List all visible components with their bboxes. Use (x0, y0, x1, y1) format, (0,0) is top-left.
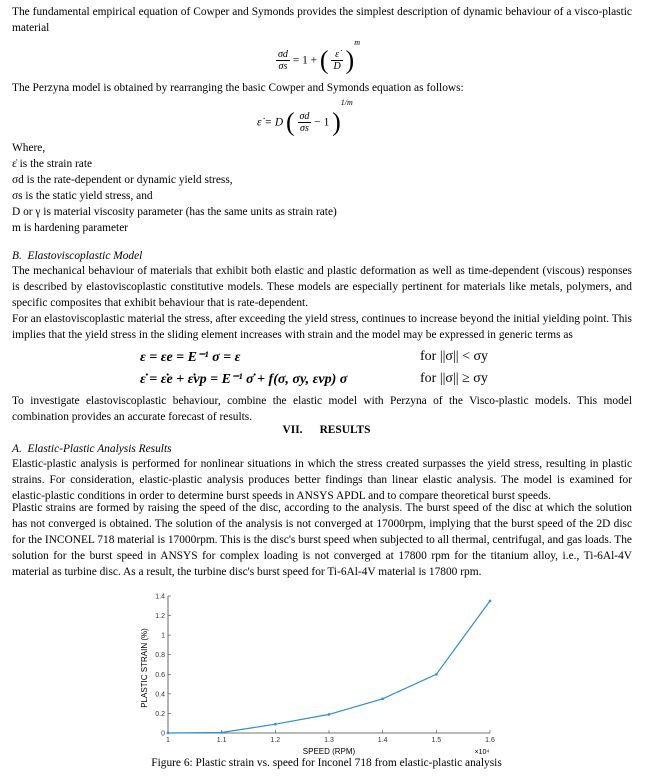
chart-y-axis-label: PLASTIC STRAIN (%) (140, 628, 149, 708)
eq3-condition2: for ||σ|| ≥ σy (420, 371, 488, 386)
eq2-denominator: σs (300, 122, 309, 134)
section-b-paragraph-2: For an elastoviscoplastic material the stress, after exceeding the yield stress, continues to increase beyond the initial yielding point. This implies that the yield stress in the sliding element increases with strain and the model may be expressed in generic terms as (12, 313, 632, 341)
chart-y-tick-label: 0.2 (155, 710, 165, 718)
eq1-denominator: σs (278, 60, 288, 72)
perzyna-equation (257, 98, 353, 137)
eq1-rate-den: D (333, 60, 341, 72)
eq1-rate-ratio (331, 49, 342, 72)
chart-data-point (489, 600, 492, 603)
chart-x-tick-label: 1.2 (270, 737, 281, 744)
chart-x-tick-label: 1.5 (431, 737, 442, 744)
chart-data-point (274, 723, 277, 726)
chart-y-tick-label: 0 (161, 730, 165, 738)
chart-x-axis-label: SPEED (RPM) (302, 747, 356, 756)
section-b-paragraph-1: The mechanical behaviour of materials that exhibit both elastic and plastic deformation as well as time-dependent (viscous) responses is described by elastoviscoplastic constitutive models. These models are especially pertinent for materials like metals, polymers, and specific composites that exhibit behaviour that is rate-dependent. (12, 265, 632, 309)
chart-y-tick-label: 0.6 (155, 671, 165, 679)
section-b-paragraph-3: To investigate elastoviscoplastic behaviour, combine the elastic model with Perzyna of the Visco-plastic models. This model combination provides an accurate forecast of results. (12, 395, 632, 423)
eq2-exponent: 1/m (340, 98, 353, 107)
section-a-paragraph-1: Elastic-plastic analysis is performed for nonlinear situations in which the stress created surpasses the yield stress, resulting in plastic strains. For consideration, elastic-plastic analysis produces better findings than linear elastic analysis. The model is examined for elastic-plastic conditions in order to determine burst speeds in ANSYS APDL and to compare theoretical burst speeds. (12, 458, 632, 502)
eq3-line2: ε̇ = ε̇e + ε̇vp = E⁻¹ σ̇ + f(σ, σy, εvp) σ (140, 372, 348, 387)
chart-data-point (381, 697, 384, 700)
chart-data-point (435, 673, 438, 676)
eq1-numerator: σd (278, 48, 288, 60)
intro-paragraph: The fundamental empirical equation of Cowper and Symonds provides the simplest description of dynamic behaviour of a visco-plastic material (12, 6, 632, 34)
chart-x-tick-label: 1 (166, 737, 170, 744)
eq1-paren-open: ( (319, 45, 329, 75)
chart-data-point (328, 713, 331, 716)
chart-y-tick-label: 1 (161, 632, 165, 640)
perzyna-intro: The Perzyna model is obtained by rearranging the basic Cowper and Symonds equation as follows: (12, 82, 464, 94)
chart-points (167, 600, 492, 735)
eq1-rate-num: ε̇ (331, 49, 342, 61)
eq1-paren-close: ) (345, 45, 355, 75)
chart-x-tick-label: 1.4 (377, 737, 388, 744)
eq1-equals-one: = 1 + (292, 54, 318, 67)
eq3-condition1: for ||σ|| < σy (420, 349, 489, 364)
cowper-symonds-equation (276, 38, 360, 75)
eq2-lhs: ε̇ = D (257, 116, 284, 129)
section-b-heading (12, 248, 142, 264)
plastic-strain-chart (130, 586, 510, 758)
chart-y-ticks (155, 594, 171, 738)
results-heading: VII. RESULTS (282, 424, 371, 436)
where-item-5: m is hardening parameter (12, 222, 129, 234)
eq2-minus-one: − 1 (314, 116, 330, 129)
section-a-label: A. (12, 443, 22, 455)
eq1-ratio (276, 49, 290, 72)
eq2-paren-close: ) (332, 107, 341, 137)
chart-x-tick-label: 1.3 (324, 737, 334, 744)
eq2-numerator: σd (299, 110, 310, 122)
chart-y-tick-label: 1.4 (155, 593, 165, 601)
chart-data-point (167, 732, 170, 735)
chart-y-tick-label: 1.2 (155, 613, 165, 621)
eq2-ratio (298, 111, 312, 134)
section-b-title: Elastoviscoplastic Model (27, 250, 143, 262)
chart-data-point (220, 731, 223, 734)
section-b-label: B. (12, 250, 22, 262)
eq1-exponent: m (354, 38, 360, 47)
chart-x-multiplier: ×10⁴ (474, 749, 490, 756)
chart-x-tick-label: 1.6 (485, 737, 495, 744)
figure-caption: Figure 6: Plastic strain vs. speed for Inconel 718 from elastic-plastic analysis (151, 757, 502, 769)
eq3-line1: ε = εe = E⁻¹ σ = ε (140, 350, 241, 365)
eq2-paren-open: ( (285, 107, 295, 137)
section-a-paragraph-2: Plastic strains are formed by raising the speed of the disc, according to the analysis. The burst speed of the disc at which the solution has not converged is obtained. The solution of the analysis is not converged at 17000rpm, implying that the burst speed of the 2D disc for the INCONEL 718 material is 17000rpm. This is the disc's burst speed when subjected to all thermal, centrifugal, and gas loads. The solution for the burst speed in ANSYS for complex loading is not converged at 17800 rpm for the titanium alloy, i.e., Ti-6Al-4V material as turbine disc. As a result, the turbine disc's burst speed for Ti-6Al-4V material is 17800 rpm. (12, 502, 632, 578)
section-a-title: Elastic-Plastic Analysis Results (27, 443, 172, 455)
chart-x-tick-label: 1.1 (216, 737, 227, 744)
where-item-4: D or γ is material viscosity parameter (has the same units as strain rate) (12, 206, 337, 218)
where-item-3: σs is the static yield stress, and (12, 190, 153, 202)
chart-y-tick-label: 0.4 (155, 691, 165, 699)
chart-axes (168, 596, 490, 733)
where-item-2: σd is the rate-dependent or dynamic yield stress, (12, 174, 233, 186)
where-title: Where, (12, 142, 46, 154)
where-item-1: ε̇ is the strain rate (12, 158, 93, 170)
chart-y-tick-label: 0.8 (155, 652, 165, 660)
section-a-heading (12, 441, 172, 457)
